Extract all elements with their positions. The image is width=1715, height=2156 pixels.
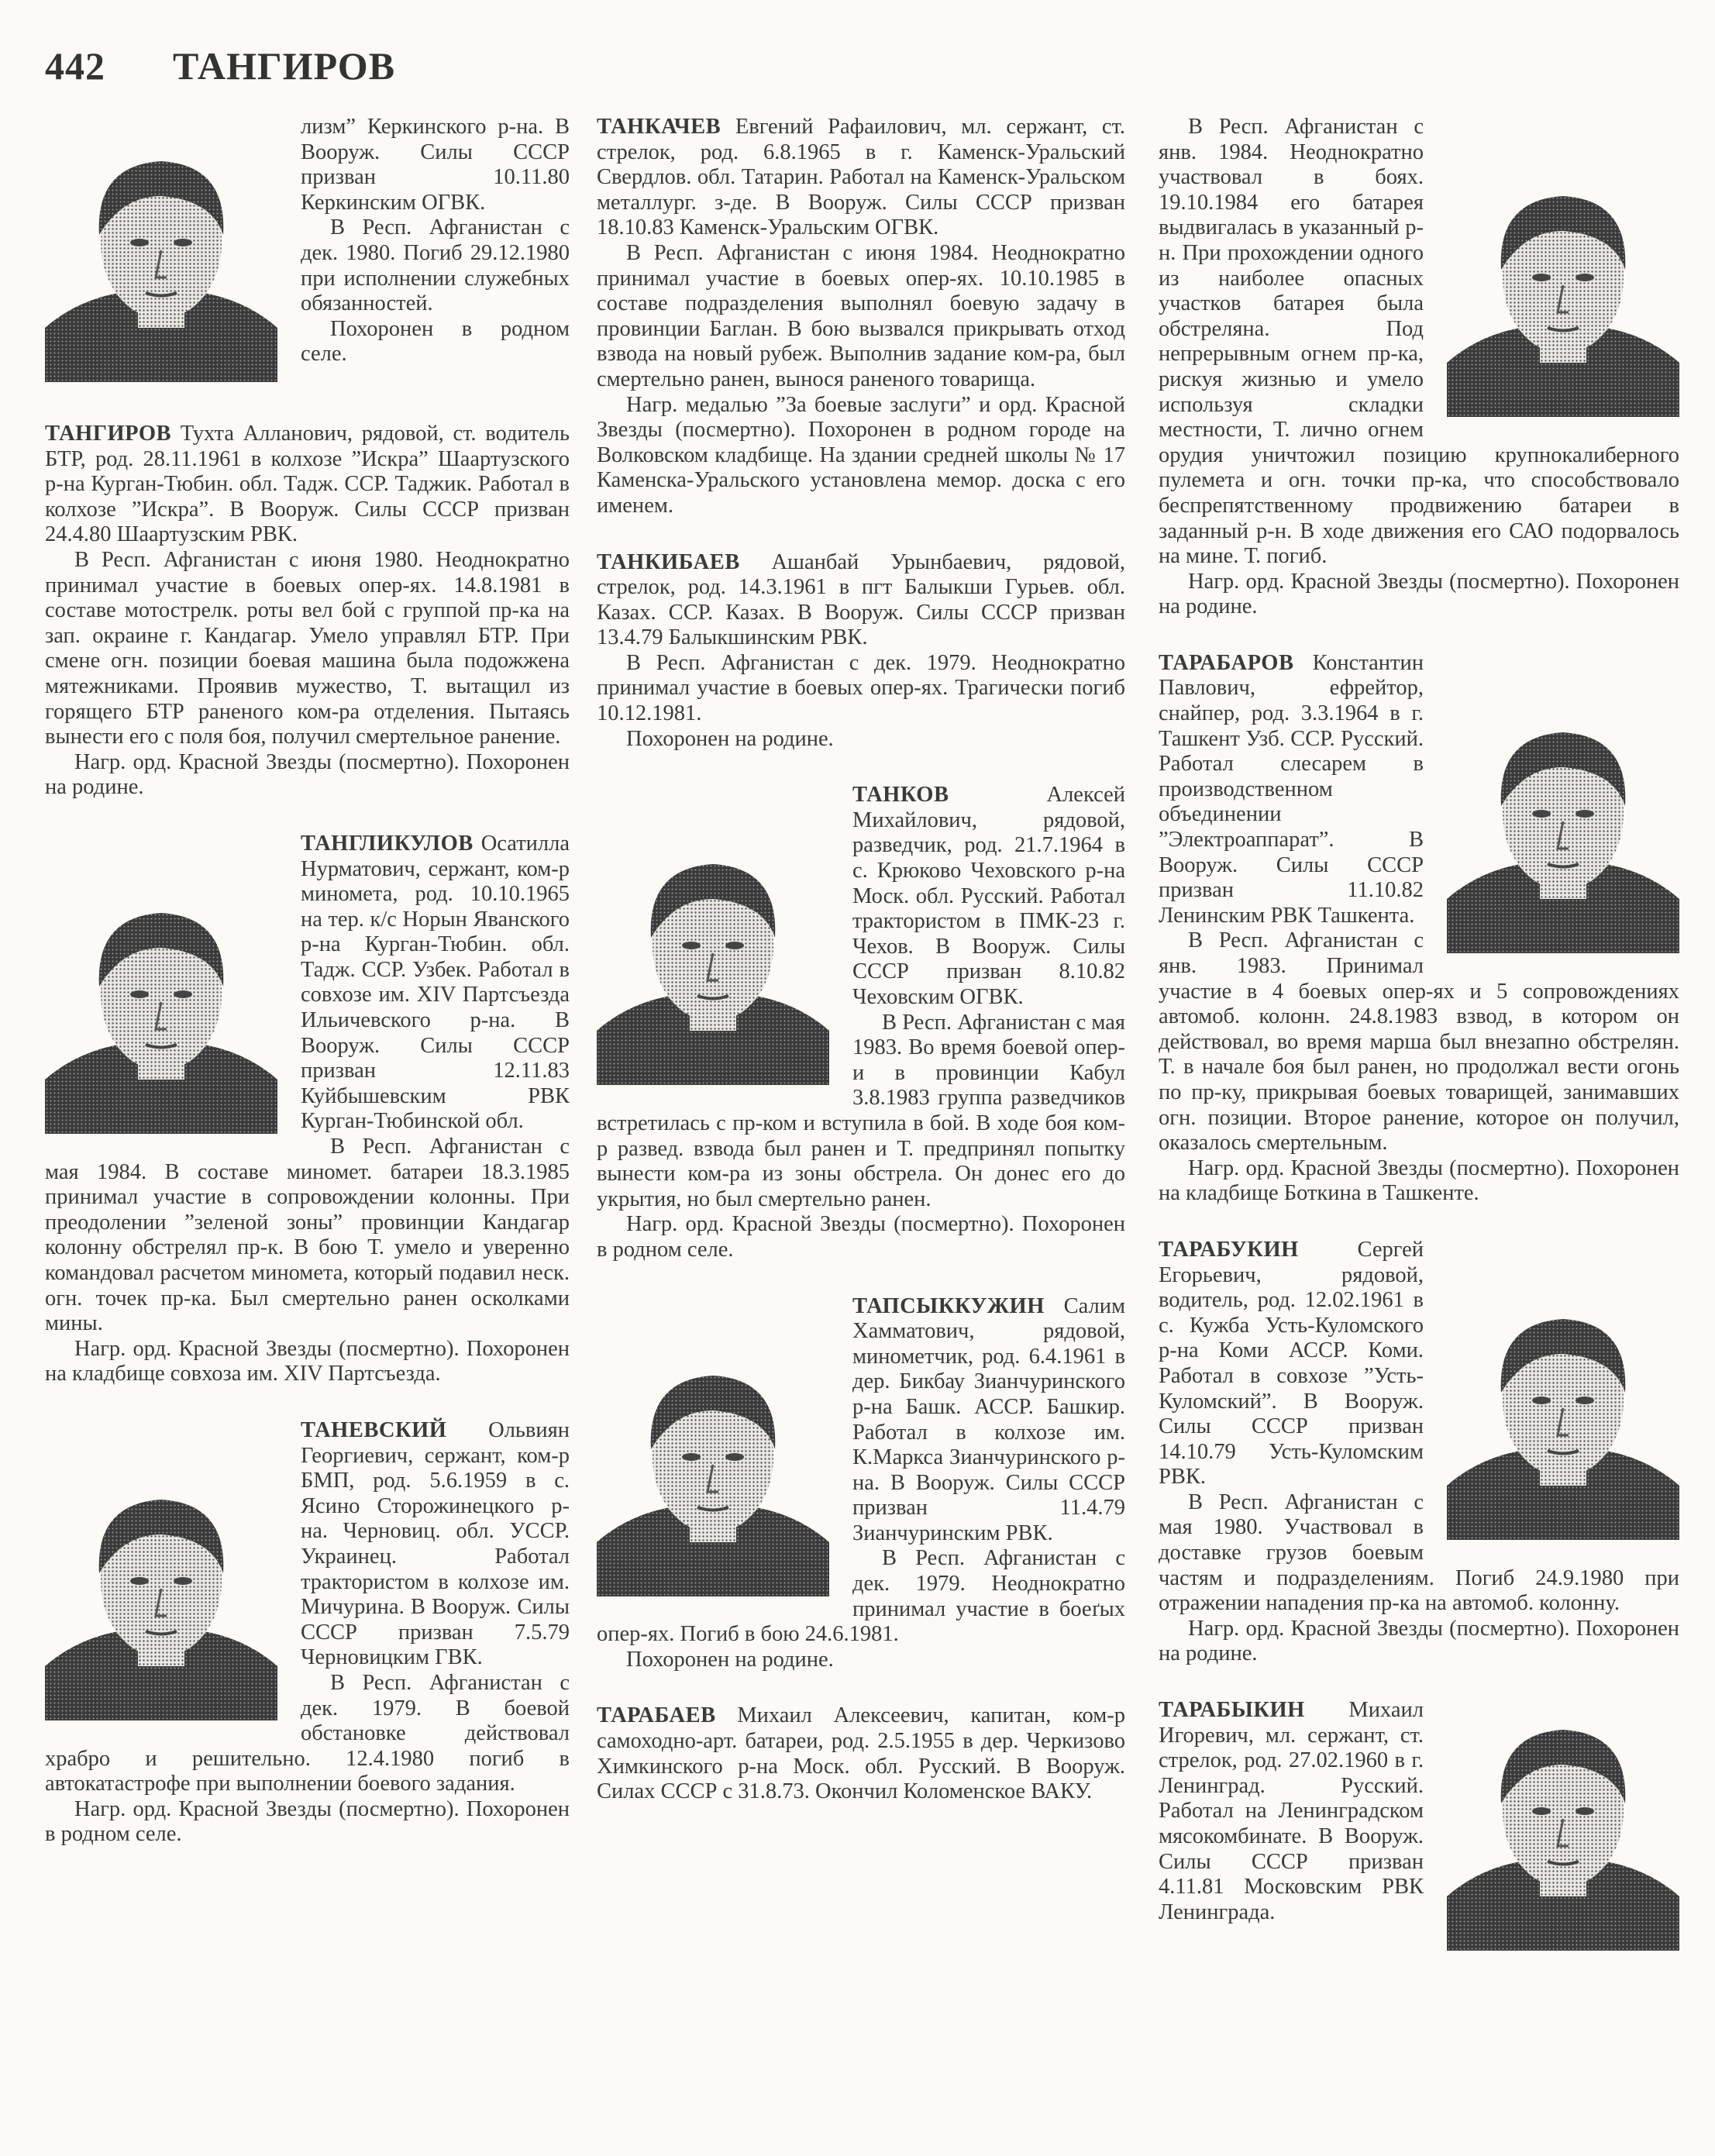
entry-tarabykin [1159,1698,1679,1925]
entry-continued [1159,115,1679,620]
entry-text: В Респ. Афганистан с дек. 1979. Неоднократно принимал участие в боевых опер-ях. Трагически погиб 10.12.1981. [597,650,1125,726]
entry-surname: ТАНЕВСКИЙ [301,1417,447,1442]
running-title: ТАНГИРОВ [173,44,396,88]
entry-tankachev [597,115,1125,519]
running-head [45,43,395,88]
entry-text: Алексей Михайлович, рядовой, разведчик, род. 21.7.1964 в с. Крюково Чеховского р-на Моск. обл. Русский. Работал трактористом в ПМК-23 г. Чехов. В Вооруж. Силы СССР призван 8.10.82 Чеховским ОГВК. [852,783,1125,1009]
entry-tangirov [45,422,570,801]
entry-text: Сергей Егорьевич, рядовой, водитель, род. 12.02.1961 в с. Кужба Усть-Куломского р-на Коми АССР. Коми. Работал в совхозе ”Усть-Куломский”. В Вооруж. Силы СССР призван 14.10.79 Усть-Куломским РВК. [1159,1237,1424,1490]
entry-text: Константин Павлович, ефрейтор, снайпер, род. 3.3.1964 в г. Ташкент Узб. ССР. Русский. Работал слесарем в производственном объединении ”Электроаппарат”. В Вооруж. Силы СССР призван 11.10.82 Ленинским РВК Ташкента. [1159,650,1424,928]
entry-tarabukin [1159,1238,1679,1667]
entry-text: В Респ. Афганистан с мая 1980. Участвовал в доставке грузов боевым частям и подразделениям. Погиб 24.9.1980 при отражении нападения пр-ка на автомоб. колонну. [1159,1490,1679,1616]
entry-text: В Респ. Афганистан с янв. 1984. Неоднократно участвовал в боях. 19.10.1984 его батарея выдвигалась в указанный р-н. При прохождении одного из наиболее опасных участков батарея была обстреляна. Под непрерывным огнем пр-ка, рискуя жизнью и умело используя складки местности, Т. лично огнем орудия уничтожил позицию крупнокалиберного пулемета и огн. точки пр-ка, что способствовало беспрепятственному продвижению батареи в заданный р-н. В ходе движения его САО подорвалось на мине. Т. погиб. [1159,115,1679,569]
portrait-photo [1447,1703,1679,1951]
entry-text: Салим Хамматович, рядовой, минометчик, род. 6.4.1961 в дер. Бикбау Зианчуринского р-на Башк. АССР. Башкир. Работал в колхозе им. К.Маркса Зианчуринского р-на. В Вооруж. Силы СССР призван 11.4.79 Зианчуринским РВК. [852,1293,1125,1545]
portrait-photo [1447,169,1679,417]
entry-text: Нагр. орд. Красной Звезды (посмертно). Похоронен на родине. [45,749,570,800]
entry-text: Михаил Игоревич, мл. сержант, ст. стрелок, род. 27.02.1960 в г. Ленинград. Русский. Работал на Ленинградском мясокомбинате. В Вооруж. Силы СССР призван 4.11.81 Московским РВК Ленинграда. [1159,1698,1424,1924]
entry-text: В Респ. Афганистан с дек. 1980. Погиб 29.12.1980 при исполнении служебных обязанностей. [301,215,570,316]
entry-text: Похоронен на родине. [626,1647,834,1672]
entry-text: лизм” Керкинского р-на. В Вооруж. Силы СССР призван 10.11.80 Керкинским ОГВК. [301,115,570,215]
entry-text: Нагр. орд. Красной Звезды (посмертно). Похоронен в родном селе. [597,1212,1125,1262]
entry-surname: ТАНКАЧЕВ [597,115,721,139]
entry-text: Нагр. орд. Красной Звезды (посмертно). Похоронен на родине. [1159,569,1679,619]
entry-text: В Респ. Афганистан с мая 1983. Во время боевой опер-и в провинции Кабул 3.8.1983 группа разведчиков встретилась с пр-ком и вступила в бой. В ходе боя ком-р развед. взвода был ранен и Т. предпринял попытку вынести ком-ра из зоны обстрела. Он донес его до укрытия, но был смертельно ранен. [597,1010,1125,1211]
entry-tanevsky [45,1418,570,1848]
entry-surname: ТАНКИБАЕВ [597,549,740,574]
entry-text: В Респ. Афганистан с янв. 1983. Принимал участие в 4 боевых опер-ях и 5 сопровождениях автомоб. колонн. 24.8.1983 взвод, в котором он действовал, во время марша был внезапно обстрелян. Т. в начале боя был ранен, но продолжал вести огонь по пр-ку, прикрывая боевых товарищей, занимавших огн. позиции. Второе ранение, которое он получил, оказалось смертельным. [1159,928,1679,1155]
entry-text: Нагр. орд. Красной Звезды (посмертно). Похоронен на родине. [1159,1616,1679,1666]
entry-text: Михаил Алексеевич, капитан, ком-р самоходно-арт. батареи, род. 2.5.1955 в дер. Черкизово Химкинского р-на Моск. обл. Русский. В Вооруж. Силах СССР с 31.8.73. Окончил Коломенское ВАКУ. [597,1703,1125,1804]
entry-text: Ашанбай Урынбаевич, рядовой, стрелок, род. 14.3.1961 в пгт Балыкши Гурьев. обл. Казах. ССР. Казах. В Вооруж. Силы СССР призван 13.4.79 Балыкшинским РВК. [597,549,1126,650]
entry-tapsykkuzhin [597,1294,1125,1673]
portrait-photo [45,886,277,1134]
entry-surname: ТАРАБУКИН [1159,1237,1299,1262]
portrait-photo [1447,705,1679,953]
entry-surname: ТАНГИРОВ [45,422,172,446]
entry-text: Евгений Рафаилович, мл. сержант, ст. стрелок, род. 6.8.1965 в г. Каменск-Уральский Свердлов. обл. Татарин. Работал на Каменск-Уральском металлург. з-де. В Вооруж. Силы СССР призван 18.10.83 Каменск-Уральским ОГВК. [597,115,1126,240]
portrait-photo [1447,1292,1679,1540]
entry-continued [45,115,570,391]
entry-surname: ТАНГЛИКУЛОВ [301,831,474,856]
entry-text: Тухта Алланович, рядовой, ст. водитель БТР, род. 28.11.1961 в колхозе ”Искра” Шаартузского р-на Курган-Тюбин. обл. Тадж. ССР. Таджик. Работал в колхозе ”Искра”. В Вооруж. Силы СССР призван 24.4.80 Шаартузским РВК. [45,422,570,547]
entry-tankov [597,783,1125,1262]
entry-tarabaev [597,1703,1125,1804]
entry-tanglikulov [45,832,570,1387]
column-1 [45,115,570,1879]
entry-surname: ТАРАБАЕВ [597,1703,716,1728]
column-2 [597,115,1125,1836]
entry-text: В Респ. Афганистан с мая 1984. В составе миномет. батареи 18.3.1985 принимал участие в сопровождении колонны. При преодолении ”зеленой зоны” провинции Кандагар колонну обстрелял пр-к. В бою Т. умело и уверенно командовал расчетом миномета, который подавил неск. огн. точек пр-ка. Был смертельно ранен осколками мины. [45,1135,570,1336]
entry-text: Нагр. орд. Красной Звезды (посмертно). Похоронен на кладбище совхоза им. XIV Партсъезда. [45,1336,570,1386]
portrait-photo [597,1348,829,1596]
entry-text: Похоронен в родном селе. [301,316,570,367]
entry-text: Нагр. медалью ”За боевые заслуги” и орд. Красной Звезды (посмертно). Похоронен в родном городе на Волковском кладбище. На здании средней школы № 17 Каменска-Уральского установлена мемор. доска с его именем. [597,392,1125,518]
entry-tarabarov [1159,651,1679,1207]
portrait-photo [45,130,277,386]
entry-text: В Респ. Афганистан с июня 1984. Неоднократно принимал участие в боевых опер-ях. 10.10.1985 в составе подразделения выполнял боевую задачу в провинции Баглан. В бою вызвался прикрывать отход взвода на новый рубеж. Выполнив задание ком-ра, был смертельно ранен, вынося раненого товарища. [597,240,1125,391]
entry-text: Похоронен на родине. [626,726,834,751]
entry-text: В Респ. Афганистан с июня 1980. Неоднократно принимал участие в боевых опер-ях. 14.8.1981 в составе мотострелк. роты вел бой с группой пр-ка на зап. окраине г. Кандагар. Умело управлял БТР. При смене огн. позиции боевая машина была подожжена мятежниками. Проявив мужество, Т. вытащил из горящего БТР раненого ком-ра отделения. Пытаясь вынести его с поля боя, получил смертельное ранение. [45,547,570,749]
entry-text: Осатилла Нурматович, сержант, ком-р миномета, род. 10.10.1965 на тер. к/с Норын Яванского р-на Курган-Тюбин. обл. Тадж. ССР. Узбек. Работал в совхозе им. XIV Партсъезда Ильичевского р-на. В Вооруж. Силы СССР призван 12.11.83 Куйбышевским РВК Курган-Тюбинской обл. [301,831,570,1134]
entry-surname: ТАРАБАРОВ [1159,650,1294,675]
entry-tankibaev [597,550,1125,753]
entry-surname: ТАРАБЫКИН [1159,1698,1305,1723]
entry-text: В Респ. Афганистан с дек. 1979. В боевой обстановке действовал храбро и решительно. 12.4.1980 погиб в автокатастрофе при выполнении боевого задания. [45,1670,570,1796]
entry-surname: ТАНКОВ [852,783,949,808]
page-number: 442 [45,44,105,88]
portrait-photo [597,837,829,1085]
entry-text: Нагр. орд. Красной Звезды (посмертно). Похоронен на кладбище Боткина в Ташкенте. [1159,1155,1679,1206]
column-3 [1159,115,1679,1956]
portrait-photo [45,1472,277,1720]
entry-surname: ТАПСЫККУЖИН [852,1293,1045,1318]
entry-text: Ольвиян Георгиевич, сержант, ком-р БМП, род. 5.6.1959 в с. Ясино Сторожинецкого р-на. Черновиц. обл. УССР. Украинец. Работал трактористом в колхозе им. Мичурина. В Вооруж. Силы СССР призван 7.5.79 Черновицким ГВК. [301,1417,570,1670]
entry-text: Нагр. орд. Красной Звезды (посмертно). Похоронен в родном селе. [45,1796,570,1847]
entry-text: В Респ. Афганистан с дек. 1979. Неоднократно принимал участие в боеґых опер-ях. Погиб в бою 24.6.1981. [597,1546,1125,1647]
